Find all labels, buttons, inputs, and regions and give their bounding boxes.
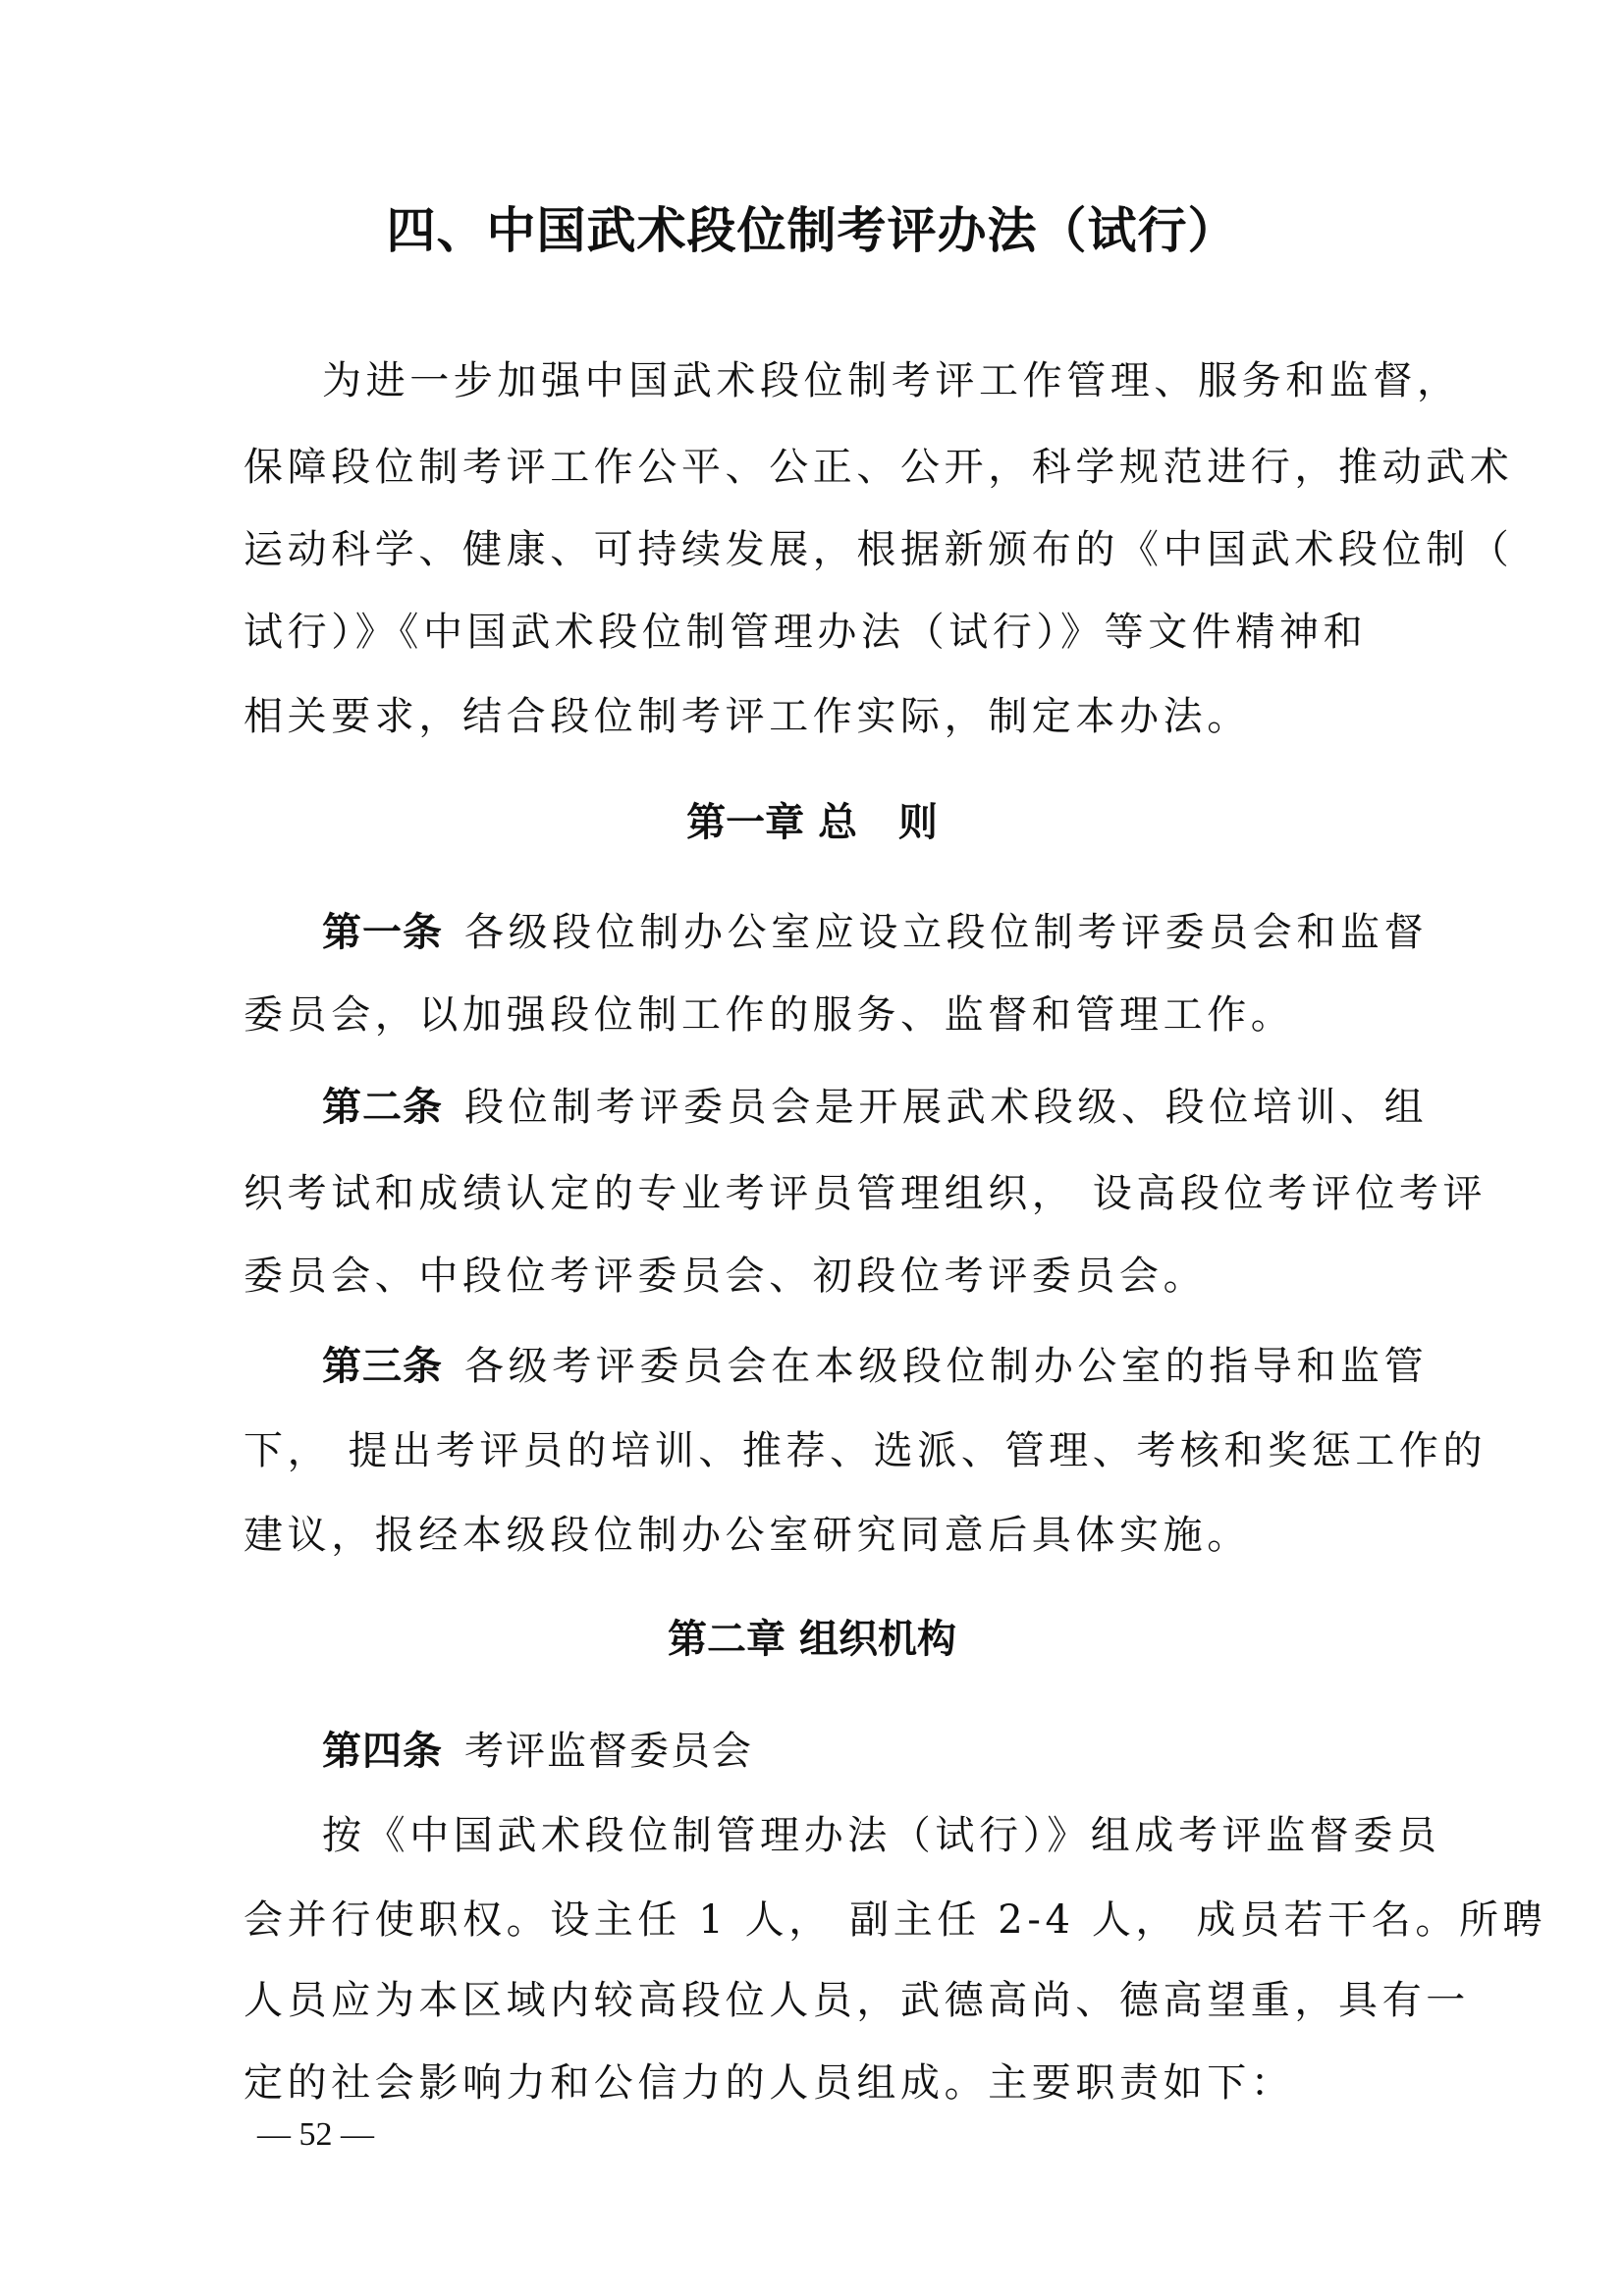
article-line: 按《中国武术段位制管理办法（试行）》组成考评监督委员: [322, 1813, 1441, 1858]
article-first-line: [322, 1722, 753, 1781]
preamble-line: 保障段位制考评工作公平、公正、公开，科学规范进行，推动武术: [244, 445, 1514, 490]
article-line: 委员会，以加强段位制工作的服务、监督和管理工作。: [244, 992, 1295, 1038]
article-text: 段位制考评委员会是开展武术段级、段位培训、组: [464, 1085, 1429, 1130]
preamble-line: 试行）》《中国武术段位制管理办法（试行）》等文件精神和: [244, 610, 1368, 655]
article-label: 第一条: [322, 910, 443, 955]
preamble-line: 为进一步加强中国武术段位制考评工作管理、服务和监督，: [322, 358, 1461, 403]
article-line: 人员应为本区域内较高段位人员，武德高尚、德高望重，具有一: [244, 1978, 1470, 2023]
article-first-line: [322, 1078, 1428, 1137]
article-heading: 考评监督委员会: [464, 1729, 753, 1774]
article-line: 下， 提出考评员的培训、推荐、选派、管理、考核和奖惩工作的: [244, 1428, 1488, 1473]
article-label: 第四条: [322, 1729, 443, 1774]
article-first-line: [322, 1337, 1428, 1396]
article-text: 各级段位制办公室应设立段位制考评委员会和监督: [464, 910, 1429, 955]
chapter-heading: 第二章 组织机构: [668, 1617, 956, 1662]
article-label: 第三条: [322, 1344, 443, 1389]
article-line: 织考试和成绩认定的专业考评员管理组织， 设高段位考评位考评: [244, 1171, 1488, 1216]
article-line: 建议，报经本级段位制办公室研究同意后具体实施。: [244, 1513, 1251, 1558]
preamble-line: 运动科学、健康、可持续发展，根据新颁布的《中国武术段位制（: [244, 527, 1514, 572]
article-line: 委员会、中段位考评委员会、初段位考评委员会。: [244, 1254, 1208, 1299]
page-number: — 52 —: [257, 2116, 374, 2153]
article-line: 会并行使职权。设主任 1 人， 副主任 2-4 人， 成员若干名。所聘: [244, 1897, 1547, 1943]
preamble-line: 相关要求，结合段位制考评工作实际，制定本办法。: [244, 694, 1251, 739]
chapter-heading: 第一章 总 则: [686, 800, 938, 845]
article-first-line: [322, 903, 1428, 962]
article-text: 各级考评委员会在本级段位制办公室的指导和监管: [464, 1344, 1429, 1389]
document-title: 四、中国武术段位制考评办法（试行）: [386, 202, 1238, 259]
article-line: 定的社会影响力和公信力的人员组成。主要职责如下：: [244, 2060, 1295, 2106]
article-label: 第二条: [322, 1085, 443, 1130]
